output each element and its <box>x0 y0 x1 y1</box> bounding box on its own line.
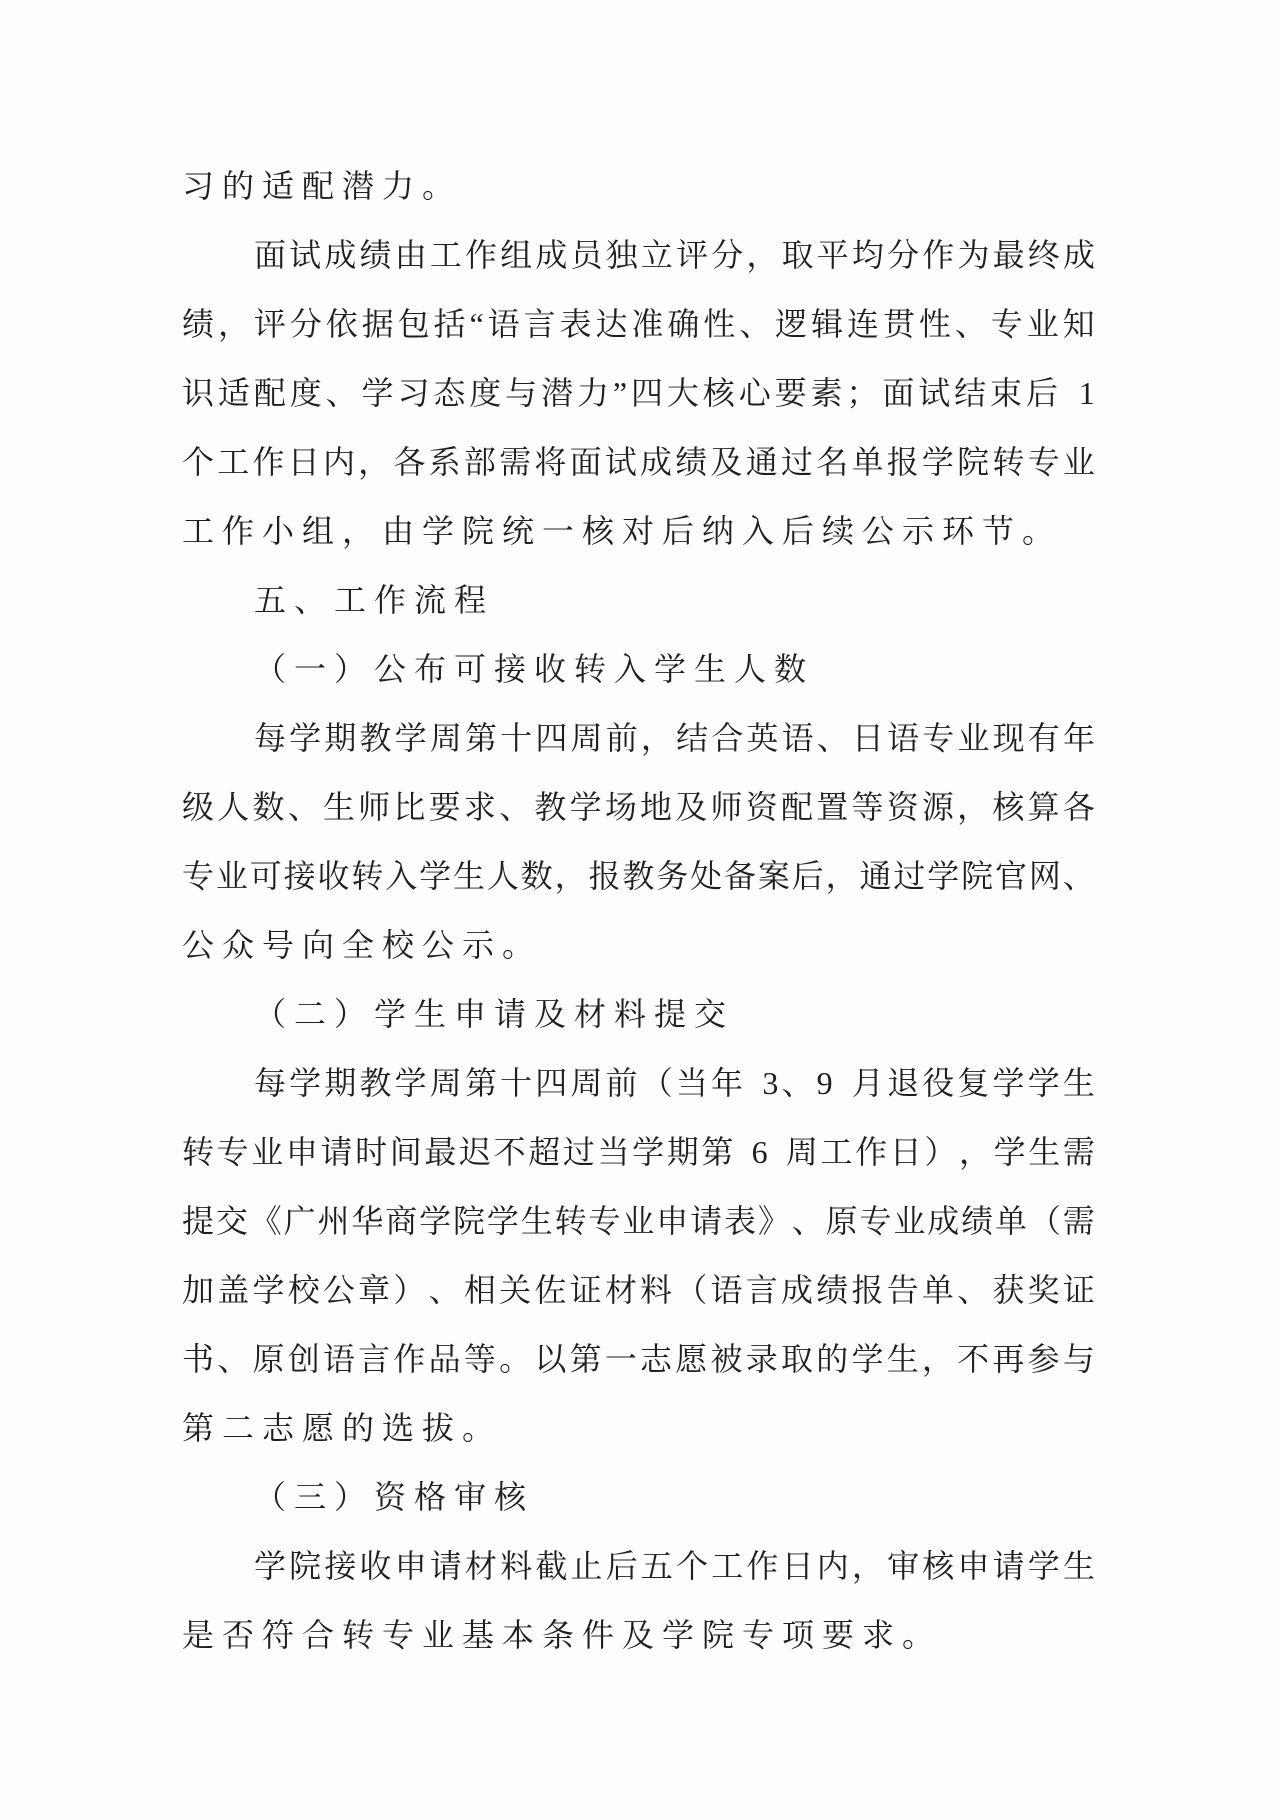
text-line: 每 学 期 教 学 周 第 十 四 周 前 ， 结 合 英 语 、 日 语 专 业 现 有 年 <box>254 720 1095 756</box>
text-line: 公众号向全校公示。 <box>182 927 543 963</box>
text-line: 第二志愿的选拔。 <box>182 1410 503 1446</box>
text-line: 工作小组，由学院统一核对后纳入后续公示环节。 <box>182 513 1063 549</box>
text-line: 识 适 配 度 、 学 习 态 度 与 潜 力 ” 四 大 核 心 要 素 ； 面 试 结 束 后 1 <box>182 375 1095 411</box>
text-line: 个 工 作 日 内 ， 各 系 部 需 将 面 试 成 绩 及 通 过 名 单 报 学 院 转 专 业 <box>182 444 1095 480</box>
heading-line: （二）学生申请及材料提交 <box>254 996 735 1032</box>
text-line: 级 人 数 、 生 师 比 要 求 、 教 学 场 地 及 师 资 配 置 等 资 源 ， 核 算 各 <box>182 789 1095 825</box>
text-line: 转 专 业 申 请 时 间 最 迟 不 超 过 当 学 期 第 6 周 工 作 日 ） ， 学 生 需 <box>182 1134 1095 1170</box>
text-line: 每 学 期 教 学 周 第 十 四 周 前 （ 当 年 3 、 9 月 退 役 复 学 学 生 <box>254 1065 1095 1101</box>
text-line: 是否符合转专业基本条件及学院专项要求。 <box>182 1617 943 1653</box>
text-line: 提 交 《 广 州 华 商 学 院 学 生 转 专 业 申 请 表 》 、 原 专 业 成 绩 单 （ 需 <box>182 1203 1095 1239</box>
text-line: 书 、 原 创 语 言 作 品 等 。 以 第 一 志 愿 被 录 取 的 学 生 ， 不 再 参 与 <box>182 1341 1095 1377</box>
document-text-block <box>182 152 1095 1670</box>
text-line: 学 院 接 收 申 请 材 料 截 止 后 五 个 工 作 日 内 ， 审 核 申 请 学 生 <box>254 1548 1095 1584</box>
text-line: 习的适配潜力。 <box>182 168 463 204</box>
text-line: 加 盖 学 校 公 章 ） 、 相 关 佐 证 材 料 （ 语 言 成 绩 报 告 单 、 获 奖 证 <box>182 1272 1095 1308</box>
text-line: 专 业 可 接 收 转 入 学 生 人 数 ， 报 教 务 处 备 案 后 ， 通 过 学 院 官 网 、 <box>182 858 1095 894</box>
text-line: 面 试 成 绩 由 工 作 组 成 员 独 立 评 分 ， 取 平 均 分 作 为 最 终 成 <box>254 237 1095 273</box>
heading-line: 五、工作流程 <box>254 582 495 618</box>
heading-line: （一）公布可接收转入学生人数 <box>254 651 815 687</box>
text-line: 绩 ， 评 分 依 据 包 括 “ 语 言 表 达 准 确 性 、 逻 辑 连 贯 性 、 专 业 知 <box>182 306 1095 342</box>
heading-line: （三）资格审核 <box>254 1479 535 1515</box>
